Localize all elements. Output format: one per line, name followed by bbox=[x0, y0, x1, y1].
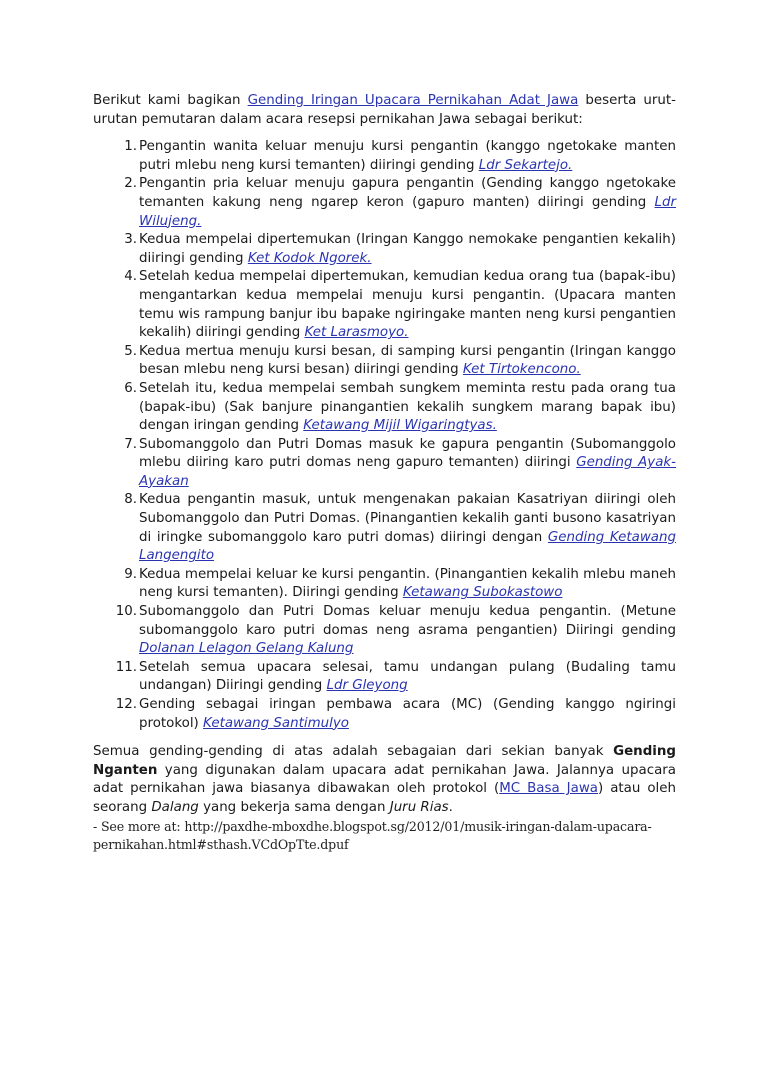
gending-link[interactable]: Ldr Sekartejo. bbox=[478, 157, 573, 173]
list-item-number: 8. bbox=[124, 492, 137, 508]
list-item-text: Setelah kedua mempelai dipertemukan, kemudian kedua orang tua (bapak-ibu) mengantarkan kedua mempelai menuju kursi pengantin. (Upacara manten temu wis rampung banjur ibu bapake ngiringake manten neng kursi pengantien kekalih) diiringi gending bbox=[139, 269, 676, 341]
list-item-number: 9. bbox=[124, 566, 137, 582]
list-item-number: 12. bbox=[115, 697, 137, 712]
gending-link[interactable]: Ketawang Santimulyo bbox=[203, 715, 349, 731]
source-url-text: - See more at: http://paxdhe-mboxdhe.blogspot.sg/2012/01/musik-iringan-dalam-upacara-pernikahan.html#sthash.VCdOpTte.dpuf bbox=[93, 818, 652, 852]
list-item bbox=[93, 138, 676, 175]
list-item bbox=[93, 268, 676, 342]
list-item-number: 5. bbox=[124, 343, 137, 359]
gending-link[interactable]: Dolanan Lelagon Gelang Kalung bbox=[139, 641, 354, 657]
list-item-text: Subomanggolo dan Putri Domas keluar menuju kedua pengantin. (Metune subomanggolo karo putri domas neng asrama pengantien) Diiringi gending bbox=[139, 604, 676, 638]
list-item bbox=[93, 696, 676, 733]
list-item bbox=[93, 175, 676, 231]
list-item-number: 2. bbox=[124, 176, 137, 192]
list-item-number: 1. bbox=[124, 139, 137, 155]
gending-link[interactable]: Ldr Wilujeng. bbox=[139, 194, 676, 229]
gending-link[interactable]: Ldr Gleyong bbox=[326, 678, 408, 694]
list-item-text: Gending sebagai iringan pembawa acara (MC) (Gending kanggo ngiringi protokol) bbox=[139, 697, 676, 731]
list-item bbox=[93, 491, 676, 565]
document-page bbox=[93, 92, 676, 854]
list-item-text: Pengantin pria keluar menuju gapura pengantin (Gending kanggo ngetokake temanten kakung neng ngarep keron (gapuro manten) diiringi gending bbox=[139, 176, 676, 210]
mc-basa-jawa-link[interactable]: MC Basa Jawa bbox=[499, 781, 598, 797]
list-item bbox=[93, 566, 676, 603]
list-item-text: Setelah itu, kedua mempelai sembah sungkem meminta restu pada orang tua (bapak-ibu) (Sak banjure pinangantien kekalih sungkem marang bapak ibu) dengan iringan gending bbox=[139, 380, 676, 434]
list-item-text: Setelah semua upacara selesai, tamu undangan pulang (Budaling tamu undangan) Diiringi gending bbox=[139, 659, 676, 694]
closing-paragraph: Semua gending-gending di atas adalah sebagaian dari sekian banyak Gending Nganten yang digunakan dalam upacara adat pernikahan Jawa. Jalannya upacara adat pernikahan jawa biasanya dibawakan oleh protokol (MC Basa Jawa) atau oleh seorang Dalang yang bekerja sama dengan Juru Rias. bbox=[93, 744, 676, 815]
list-item-number: 7. bbox=[124, 436, 137, 452]
list-item-number: 3. bbox=[124, 232, 137, 248]
gending-link[interactable]: Ket Tirtokencono. bbox=[462, 362, 581, 378]
gending-link[interactable]: Ket Kodok Ngorek. bbox=[247, 250, 372, 266]
gending-link[interactable]: Ketawang Mijil Wigaringtyas. bbox=[303, 418, 497, 434]
gending-link[interactable]: Gending Ketawang Langengito bbox=[139, 529, 676, 564]
intro-paragraph: Berikut kami bagikan Gending Iringan Upacara Pernikahan Adat Jawa beserta urut-urutan pemutaran dalam acara resepsi pernikahan Jawa sebagai berikut: bbox=[93, 93, 676, 127]
gending-link[interactable]: Ketawang Subokastowo bbox=[402, 585, 563, 601]
list-item bbox=[93, 436, 676, 492]
list-item bbox=[93, 343, 676, 380]
list-item bbox=[93, 659, 676, 696]
list-item-text: Kedua mempelai keluar ke kursi pengantin. (Pinangantien kekalih mlebu maneh neng kursi temanten). Diiringi gending bbox=[139, 566, 676, 601]
list-item-number: 11. bbox=[115, 659, 137, 675]
list-item bbox=[93, 380, 676, 436]
list-item-number: 10. bbox=[115, 604, 137, 620]
gending-link[interactable]: Ket Larasmoyo. bbox=[304, 325, 409, 341]
list-item-text: Pengantin wanita keluar menuju kursi pengantin (kanggo ngetokake manten putri mlebu neng kursi temanten) diiringi gending bbox=[139, 139, 676, 173]
list-item-text: Subomanggolo dan Putri Domas masuk ke gapura pengantin (Subomanggolo mlebu diiring karo putri domas neng gapuro temanten) diiringi bbox=[139, 436, 676, 471]
list-item-text: Kedua pengantin masuk, untuk mengenakan pakaian Kasatriyan diiringi oleh Subomanggolo dan Putri Domas. (Pinangantien kekalih ganti busono kasatriyan di iringke subomanggolo karo putri domas) diiringi dengan bbox=[139, 492, 676, 545]
list-item-text: Kedua mertua menuju kursi besan, di samping kursi pengantin (Iringan kanggo besan mlebu neng kursi besan) diiringi gending bbox=[139, 343, 676, 378]
gending-list bbox=[93, 138, 676, 733]
list-item bbox=[93, 231, 676, 268]
list-item bbox=[93, 603, 676, 659]
gending-link[interactable]: Gending Ayak-Ayakan bbox=[139, 455, 676, 489]
list-item-text: Kedua mempelai dipertemukan (Iringan Kanggo nemokake pengantien kekalih) diiringi gending bbox=[139, 232, 676, 266]
gending-iringan-link[interactable]: Gending Iringan Upacara Pernikahan Adat Jawa bbox=[247, 93, 579, 108]
list-item-number: 4. bbox=[124, 269, 137, 285]
list-item-number: 6. bbox=[124, 380, 137, 396]
